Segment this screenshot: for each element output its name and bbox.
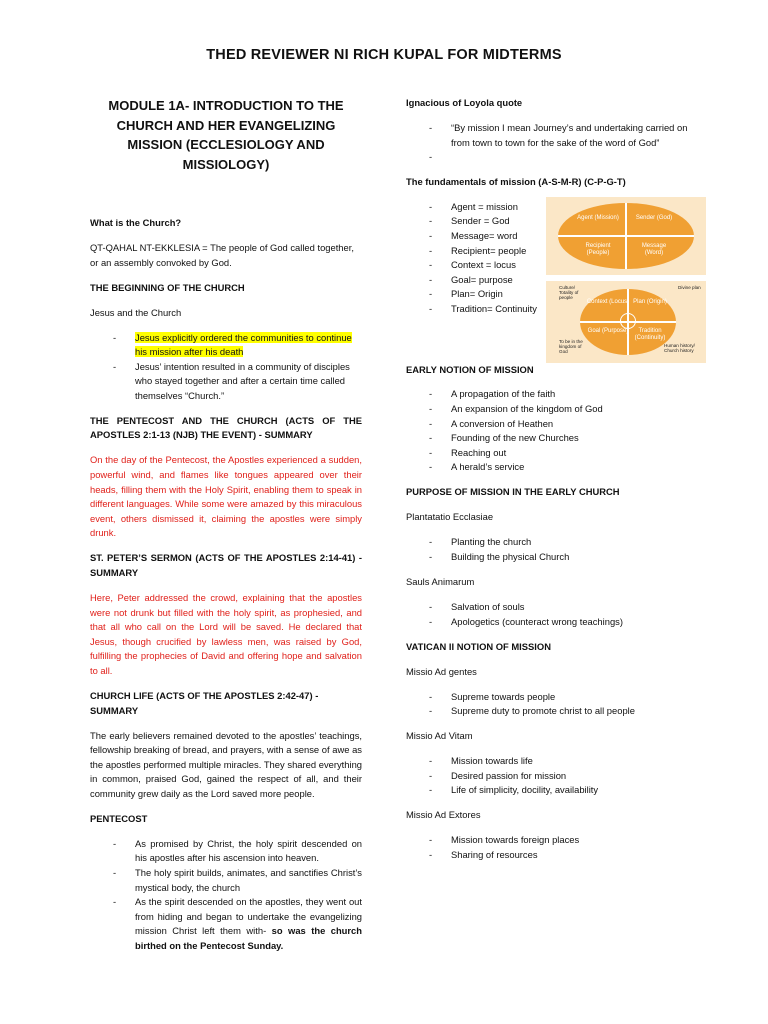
list-item: - Recipient= people (406, 244, 706, 259)
list-item: - Salvation of souls (406, 600, 706, 615)
list-item: - Desired passion for mission (406, 769, 706, 784)
pentecost-heading: PENTECOST (90, 812, 148, 824)
diagram-side-label: Human history/ Church history (664, 343, 695, 354)
list-item: - Mission towards life (406, 754, 706, 769)
list-item: - “By mission I mean Journey’s and undertaking carried on from town to town for the sake of the word of God” (406, 121, 706, 150)
diagram-top-panel (546, 197, 706, 275)
list-item: - Agent = mission (406, 200, 706, 215)
peter-text: Here, Peter addressed the crowd, explaining that the apostles were not drunk but filled with the holy spirit, as prophesied, and that all who call on the Lord will be saved. He declared that Jesus, though crucified by lawless men, was raised by God, fulfilling the prophecies of David and offering hope and salvation to all. (90, 592, 362, 676)
diagram-label: Goal (Purpose) (587, 328, 629, 334)
list-item: - Jesus’ intention resulted in a community of disciples who stayed together and after a certain time called themselves “Church.” (90, 360, 362, 404)
list-item: - Sender = God (406, 214, 706, 229)
extores-label: Missio Ad Extores (406, 809, 481, 821)
ring-icon (620, 313, 636, 329)
list-item: - Building the physical Church (406, 550, 706, 565)
list-item: - A conversion of Heathen (406, 417, 706, 432)
list-item: - As promised by Christ, the holy spirit descended on his apostles after his ascension into heaven. (90, 837, 362, 866)
diagram-label: Message (Word) (641, 243, 667, 256)
list-item: - Supreme towards people (406, 690, 706, 705)
extores-list (406, 833, 706, 862)
plantatio-label: Plantatatio Ecclasiae (406, 511, 494, 523)
left-column (90, 96, 362, 964)
diagram-label: Context (Locus) (586, 299, 630, 305)
list-item: - Mission towards foreign places (406, 833, 706, 848)
diagram-side-label: To be in the kingdom of God (559, 339, 583, 355)
pentecost-church-text: On the day of the Pentecost, the Apostles experienced a sudden, powerful wind, and flames like tongues appeared over their heads, filling them with the Holy Spirit, enabling them to speak in different languages. While some were amazed by this miraculous event, others dismissed it, claiming the apostles were simply drunk. (90, 454, 362, 539)
pentecost-church-heading: THE PENTECOST AND THE CHURCH (ACTS OF THE APOSTLES 2:1-13 (NJB) THE EVENT) - SUMMARY (90, 414, 362, 441)
diagram-label: Recipient (People) (585, 243, 611, 256)
loyola-list (406, 121, 706, 165)
list-item: - Supreme duty to promote christ to all people (406, 704, 706, 719)
list-item: - Plan= Origin (406, 287, 706, 302)
vitam-list (406, 754, 706, 798)
diagram-label: Tradition (Continuity) (634, 328, 666, 341)
highlighted-text: Jesus explicitly ordered the communities to continue his mission after his death (135, 331, 352, 358)
list-item: - The holy spirit builds, animates, and sanctifies Christ’s mystical body, the church (90, 866, 362, 895)
jesus-church-label: Jesus and the Church (90, 306, 182, 318)
sauls-label: Sauls Animarum (406, 575, 475, 587)
list-item: - Apologetics (counteract wrong teachings) (406, 615, 706, 630)
list-item: - Context = locus (406, 258, 706, 273)
list-item: - A herald’s service (406, 460, 706, 475)
diagram-label: Sender (God) (635, 215, 673, 221)
gentes-label: Missio Ad gentes (406, 665, 477, 677)
vatican-heading: VATICAN II NOTION OF MISSION (406, 640, 551, 652)
mission-diagram (546, 197, 706, 363)
list-item: - Tradition= Continuity (406, 302, 706, 317)
plantatio-list (406, 535, 706, 564)
list-item: - An expansion of the kingdom of God (406, 402, 706, 417)
church-life-text: The early believers remained devoted to the apostles’ teachings, fellowship breaking of bread, and prayers, with a sense of awe as the apostles performed multiple miracles. They shared everything in common, praised God, gained the respect of all, and their community grew daily as the Lord saved more people. (90, 729, 362, 799)
early-heading: EARLY NOTION OF MISSION (406, 363, 534, 375)
beginning-heading: THE BEGINNING OF THE CHURCH (90, 281, 245, 293)
gentes-list (406, 690, 706, 719)
fundamentals-heading: The fundamentals of mission (A-S-M-R) (C-P-G-T) (406, 175, 626, 187)
list-item: - Sharing of resources (406, 848, 706, 863)
church-life-heading: CHURCH LIFE (ACTS OF THE APOSTLES 2:42-47) -SUMMARY (90, 689, 319, 716)
pentecost-item3-text: As the spirit descended on the apostles, they went out from hiding and began to undertake the evangelizing mission Christ left them with- (135, 896, 362, 937)
jesus-list (90, 331, 362, 404)
list-item: - Message= word (406, 229, 706, 244)
sauls-list (406, 600, 706, 629)
list-item: - Reaching out (406, 446, 706, 461)
divider (558, 235, 694, 237)
list-item: - Planting the church (406, 535, 706, 550)
loyola-heading: Ignacious of Loyola quote (406, 97, 523, 108)
module-title: MODULE 1A- INTRODUCTION TO THE CHURCH AND HER EVANGELIZING MISSION (ECCLESIOLOGY AND MISSIOLOGY) (108, 98, 344, 172)
page-title: THED REVIEWER NI RICH KUPAL FOR MIDTERMS (206, 47, 562, 63)
list-item: - Founding of the new Churches (406, 431, 706, 446)
diagram-side-label: Divine plan (678, 285, 701, 290)
list-item-empty (406, 150, 706, 165)
list-item (90, 331, 362, 360)
list-item: - A propagation of the faith (406, 387, 706, 402)
early-list (406, 387, 706, 475)
what-text: QT-QAHAL NT-EKKLESIA = The people of God called together, or an assembly convoked by God. (90, 241, 354, 268)
diagram-label: Agent (Mission) (577, 215, 619, 221)
diagram-label: Plan (Origin) (633, 299, 667, 305)
list-item: - Life of simplicity, docility, availability (406, 783, 706, 798)
purpose-heading: PURPOSE OF MISSION IN THE EARLY CHURCH (406, 486, 620, 498)
pentecost-list (90, 837, 362, 954)
list-item: - Goal= purpose (406, 273, 706, 288)
pentecost-item3-bold: so was the church birthed on the Pentecost Sunday. (135, 925, 362, 952)
diagram-side-label: Culture/ Totality of people (559, 285, 579, 301)
what-heading: What is the Church? (90, 217, 182, 228)
vitam-label: Missio Ad Vitam (406, 730, 473, 742)
peter-heading: ST. PETER’S SERMON (ACTS OF THE APOSTLES 2:14-41) - SUMMARY (90, 552, 362, 579)
list-item (90, 895, 362, 953)
diagram-bottom-panel (546, 281, 706, 363)
